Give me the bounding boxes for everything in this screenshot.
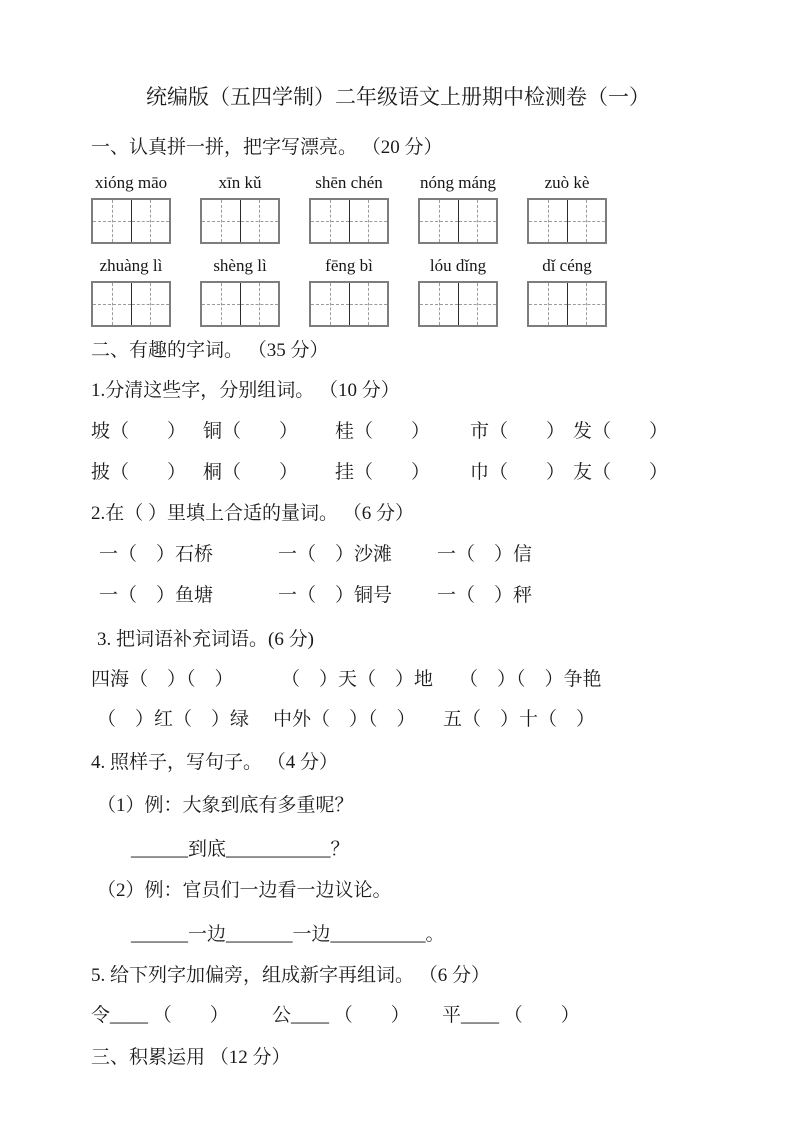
pinyin-label: lóu dǐng [429,256,487,275]
grid-cell [131,200,170,242]
q1-row-2 [91,461,736,484]
measure-word-item: 一（ ）鱼塘 [99,585,214,606]
pinyin-label: xīn kǔ [218,173,262,192]
page-title: 统编版（五四学制）二年级语文上册期中检测卷（一） [146,85,650,109]
q3-row-1 [91,668,736,691]
grid-cell [349,283,388,325]
writing-grid [200,281,280,327]
pinyin-unit [309,173,389,244]
q4-example-1: （1）例：大象到底有多重呢？ [97,795,354,816]
grid-cell [567,200,606,242]
pinyin-unit [200,173,280,244]
writing-grid [91,198,171,244]
q1-prompt: 1.分清这些字，分别组词。 （10 分） [91,380,400,401]
q4-prompt: 4. 照样子，写句子。 （4 分） [91,752,339,773]
q2-row-2 [91,584,736,607]
writing-grid [91,281,171,327]
word-group-item: 市（ ） [470,421,566,442]
writing-grid [527,198,607,244]
pinyin-label: shēn chén [315,173,383,192]
word-group-item: 铜（ ） [203,421,299,442]
pinyin-writing-block [91,173,736,327]
measure-word-item: 一（ ）石桥 [99,544,214,565]
idiom-item: 五（ ）十（ ） [443,709,596,730]
grid-cell [240,200,279,242]
pinyin-unit [91,173,171,244]
word-group-item: 披（ ） [91,462,187,483]
radical-item: 公____ （ ） [272,1005,410,1026]
pinyin-unit [418,256,498,327]
pinyin-row-1 [91,173,736,244]
grid-cell [458,283,497,325]
word-group-item: 桂（ ） [335,421,431,442]
pinyin-unit [527,256,607,327]
q4-blank-2: ______一边_______一边__________。 [131,924,445,945]
pinyin-unit [527,173,607,244]
measure-word-item: 一（ ）铜号 [278,585,393,606]
writing-grid [309,198,389,244]
grid-cell [202,283,240,325]
grid-cell [311,283,349,325]
grid-cell [93,283,131,325]
grid-cell [567,283,606,325]
q3-prompt: 3. 把词语补充词语。(6 分) [97,629,314,650]
word-group-item: 友（ ） [573,462,669,483]
section1-heading: 一、认真拼一拼，把字写漂亮。 （20 分） [91,137,443,158]
pinyin-label: zuò kè [544,173,590,192]
writing-grid [527,281,607,327]
q1-row-1 [91,420,736,443]
grid-cell [458,200,497,242]
measure-word-item: 一（ ）信 [437,544,533,565]
grid-cell [349,200,388,242]
q3-row-2 [91,708,736,731]
q4-example-2: （2）例：官员们一边看一边议论。 [97,880,392,901]
radical-item: 平____ （ ） [442,1005,580,1026]
word-group-item: 发（ ） [573,421,669,442]
pinyin-label: zhuàng lì [99,256,163,275]
grid-cell [240,283,279,325]
pinyin-label: shèng lì [213,256,267,275]
word-group-item: 坡（ ） [91,421,187,442]
pinyin-unit [418,173,498,244]
q5-row [91,1004,736,1027]
section3-heading: 三、积累运用 （12 分） [91,1047,291,1068]
idiom-item: 四海（ ）（ ） [91,669,234,690]
q4-blank-1: ______到底___________？ [131,839,350,860]
pinyin-label: nóng máng [419,173,497,192]
pinyin-unit [91,256,171,327]
writing-grid [309,281,389,327]
writing-grid [418,198,498,244]
word-group-item: 巾（ ） [470,462,566,483]
radical-item: 令____ （ ） [91,1005,229,1026]
writing-grid [200,198,280,244]
grid-cell [311,200,349,242]
section2-heading: 二、有趣的字词。 （35 分） [91,340,329,361]
idiom-item: （ ）红（ ）绿 [97,709,250,730]
grid-cell [529,200,567,242]
idiom-item: 中外（ ）（ ） [273,709,416,730]
q2-prompt: 2.在（ ）里填上合适的量词。 （6 分） [91,503,415,524]
grid-cell [131,283,170,325]
pinyin-unit [309,256,389,327]
word-group-item: 挂（ ） [335,462,431,483]
grid-cell [420,283,458,325]
idiom-item: （ ）天（ ）地 [281,669,434,690]
writing-grid [418,281,498,327]
q2-row-1 [91,543,736,566]
grid-cell [93,200,131,242]
measure-word-item: 一（ ）秤 [437,585,533,606]
q5-prompt: 5. 给下列字加偏旁，组成新字再组词。 （6 分） [91,965,491,986]
idiom-item: （ ）（ ）争艳 [459,669,602,690]
pinyin-unit [200,256,280,327]
pinyin-label: dǐ céng [542,256,592,275]
grid-cell [202,200,240,242]
pinyin-row-2 [91,256,736,327]
grid-cell [420,200,458,242]
pinyin-label: xióng māo [94,173,168,192]
pinyin-label: fēng bì [325,256,373,275]
measure-word-item: 一（ ）沙滩 [278,544,393,565]
grid-cell [529,283,567,325]
word-group-item: 桐（ ） [203,462,299,483]
